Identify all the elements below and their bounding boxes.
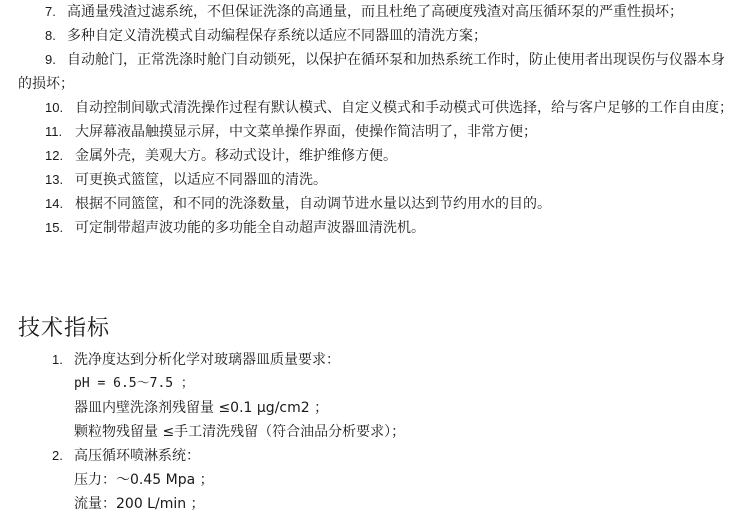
item-text: 高通量残渣过滤系统，不但保证洗涤的高通量，而且杜绝了高硬度残渣对高压循环泵的严重性损坏； (67, 4, 683, 20)
item-number: 13. (45, 172, 64, 187)
item-number: 9. (45, 52, 56, 67)
item-number: 10. (45, 100, 64, 115)
feature-item (18, 24, 734, 48)
item-text: 洗净度达到分析化学对玻璃器皿质量要求： (74, 352, 340, 368)
item-number: 7. (45, 4, 56, 19)
item-text: 高压循环喷淋系统： (74, 448, 200, 464)
feature-item (18, 144, 734, 168)
feature-item (18, 192, 734, 216)
feature-item (18, 0, 734, 24)
spec-list (52, 348, 732, 516)
item-number: 8. (45, 28, 56, 43)
spec-item (52, 348, 732, 444)
item-text: 多种自定义清洗模式自动编程保存系统以适应不同器皿的清洗方案； (67, 28, 487, 44)
feature-item (18, 168, 734, 192)
feature-item (18, 96, 734, 120)
item-number: 1. (52, 352, 63, 367)
item-text: 根据不同篮筐，和不同的洗涤数量，自动调节进水量以达到节约用水的目的。 (75, 196, 551, 212)
feature-item (18, 48, 734, 96)
section-heading: 技术指标 (18, 316, 111, 341)
spec-detail: 流量：200 L/min ； (74, 496, 205, 512)
feature-item (18, 216, 734, 240)
item-number: 11. (45, 124, 63, 139)
item-number: 14. (45, 196, 64, 211)
item-number: 2. (52, 448, 63, 463)
spec-detail: 颗粒物残留量 ≤手工清洗残留（符合油品分析要求）； (74, 424, 406, 440)
feature-item (18, 120, 734, 144)
item-text: 可更换式篮筐，以适应不同器皿的清洗。 (75, 172, 327, 188)
spec-detail: pH = 6.5～7.5 ； (74, 376, 194, 391)
item-text: 金属外壳，美观大方。移动式设计，维护维修方便。 (75, 148, 397, 164)
item-number: 15. (45, 220, 64, 235)
item-text: 大屏幕液晶触摸显示屏，中文菜单操作界面，使操作简洁明了，非常方便； (75, 124, 537, 140)
spec-detail: 压力：～0.45 Mpa ； (74, 472, 214, 488)
spec-item (52, 444, 732, 516)
spec-detail: 器皿内壁洗涤剂残留量 ≤0.1 μg/cm2 ； (74, 400, 329, 416)
item-text: 可定制带超声波功能的多功能全自动超声波器皿清洗机。 (75, 220, 425, 236)
item-number: 12. (45, 148, 64, 163)
feature-list (18, 0, 734, 240)
item-text: 自动控制间歇式清洗操作过程有默认模式、自定义模式和手动模式可供选择，给与客户足够的工作自由度； (75, 100, 733, 116)
item-text: 自动舱门，正常洗涤时舱门自动锁死，以保护在循环泵和加热系统工作时，防止使用者出现误伤与仪器本身的损坏； (18, 52, 725, 92)
